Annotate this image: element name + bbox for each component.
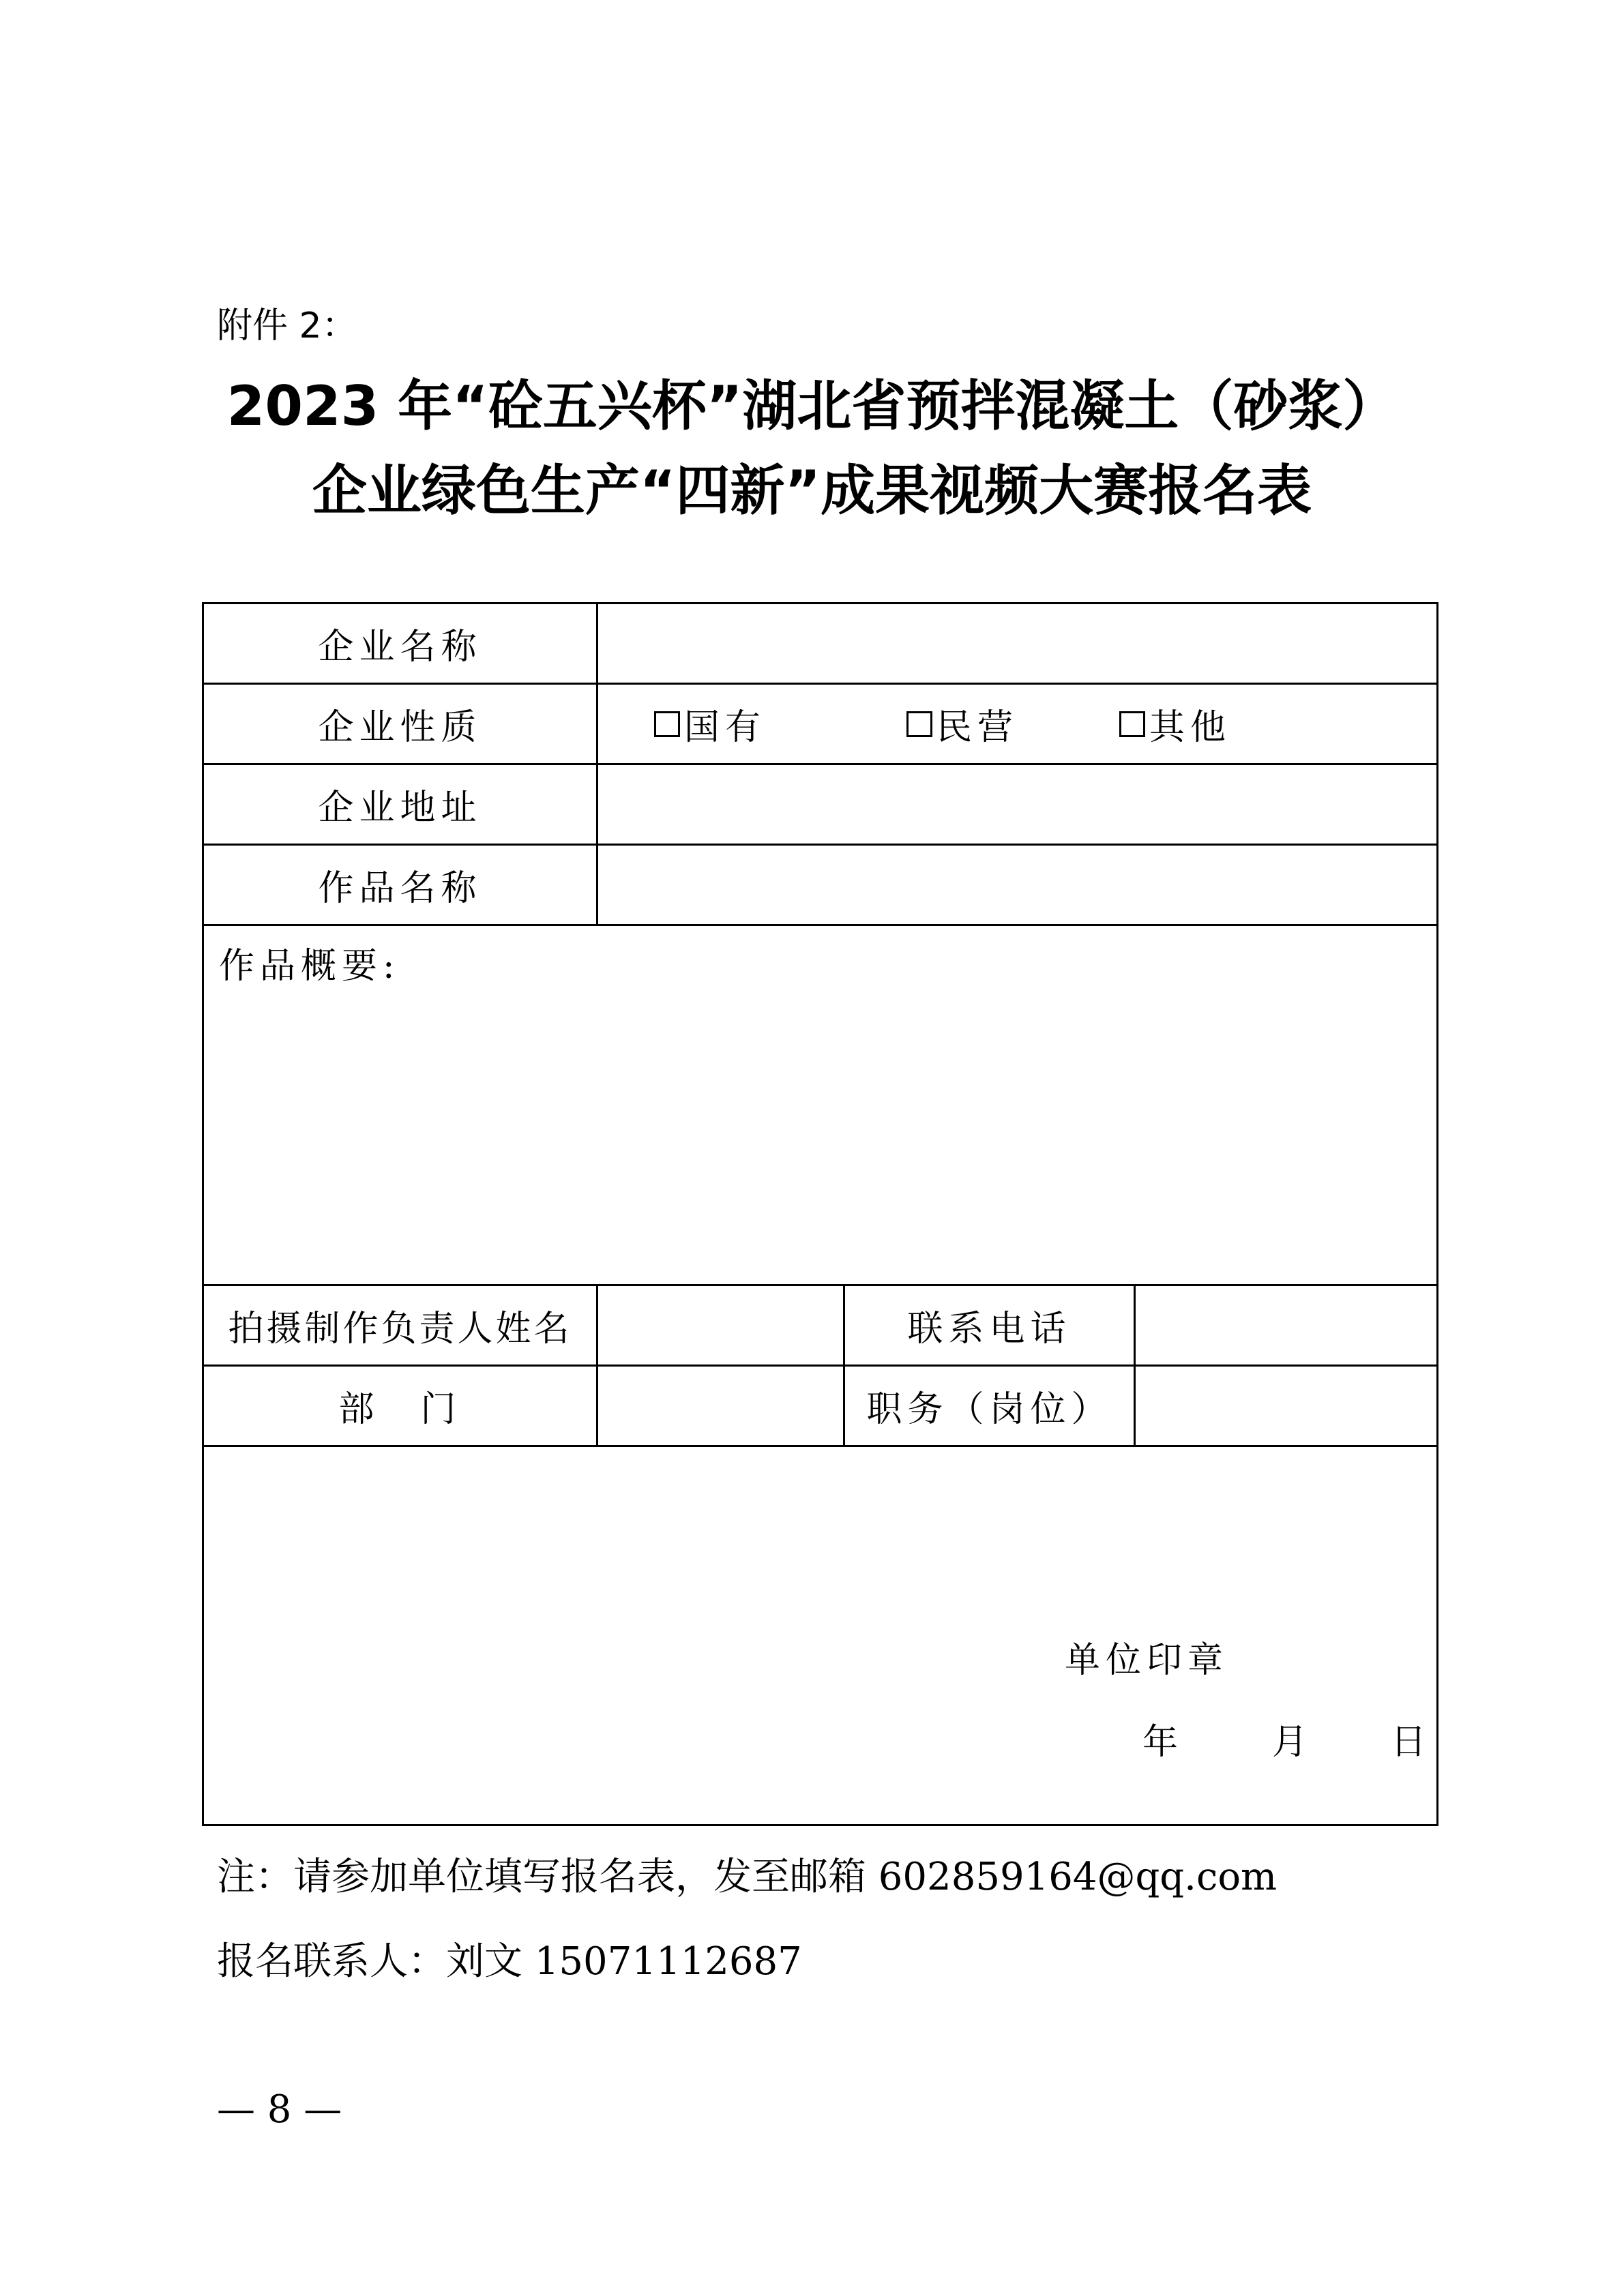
company-address-label: 企业地址 (318, 788, 482, 829)
submission-note: 注：请参加单位填写报名表，发至邮箱 602859164@qq.com (217, 1855, 1278, 1899)
company-name-label: 企业名称 (318, 627, 482, 668)
row-divider (204, 1445, 1436, 1447)
phone-label: 联系电话 (907, 1309, 1072, 1350)
department-field[interactable] (598, 1367, 843, 1445)
work-name-label: 作品名称 (318, 868, 482, 909)
checkbox-icon (654, 711, 680, 737)
position-field[interactable] (1136, 1367, 1436, 1445)
form-title-line-2: 企业绿色生产“四新”成果视频大赛报名表 (312, 459, 1312, 522)
date-month-label: 月 (1272, 1721, 1314, 1763)
attachment-label: 附件 2： (217, 305, 357, 346)
company-type-option-other[interactable] (1119, 685, 1231, 763)
company-type-label: 企业性质 (318, 707, 482, 748)
department-label: 部 门 (338, 1389, 462, 1430)
row-divider (204, 924, 1436, 926)
company-type-option-private[interactable] (906, 685, 1018, 763)
company-address-field[interactable] (598, 765, 1436, 844)
checkbox-icon (906, 711, 932, 737)
contact-note: 报名联系人：刘文 15071112687 (217, 1939, 802, 1984)
company-name-field[interactable] (598, 604, 1436, 683)
page-number: — 8 — (217, 2087, 342, 2132)
work-name-field[interactable] (598, 846, 1436, 924)
date-day-label: 日 (1391, 1721, 1432, 1763)
company-type-option-state-owned[interactable] (654, 685, 766, 763)
producer-name-field[interactable] (598, 1286, 843, 1365)
phone-field[interactable] (1136, 1286, 1436, 1365)
checkbox-icon (1119, 711, 1145, 737)
position-label: 职务（岗位） (866, 1389, 1112, 1430)
work-summary-label: 作品概要: (219, 945, 400, 987)
seal-label: 单位印章 (1065, 1639, 1229, 1681)
producer-name-label: 拍摄制作负责人姓名 (228, 1309, 572, 1350)
form-title-line-1: 2023 年“砼五兴杯”湖北省预拌混凝土（砂浆） (226, 374, 1398, 438)
option-label: 其他 (1149, 707, 1232, 748)
registration-form-table (202, 602, 1438, 1826)
option-label: 民营 (936, 707, 1019, 748)
option-label: 国有 (684, 707, 767, 748)
work-summary-field[interactable] (204, 986, 1436, 1284)
date-year-label: 年 (1142, 1721, 1184, 1763)
